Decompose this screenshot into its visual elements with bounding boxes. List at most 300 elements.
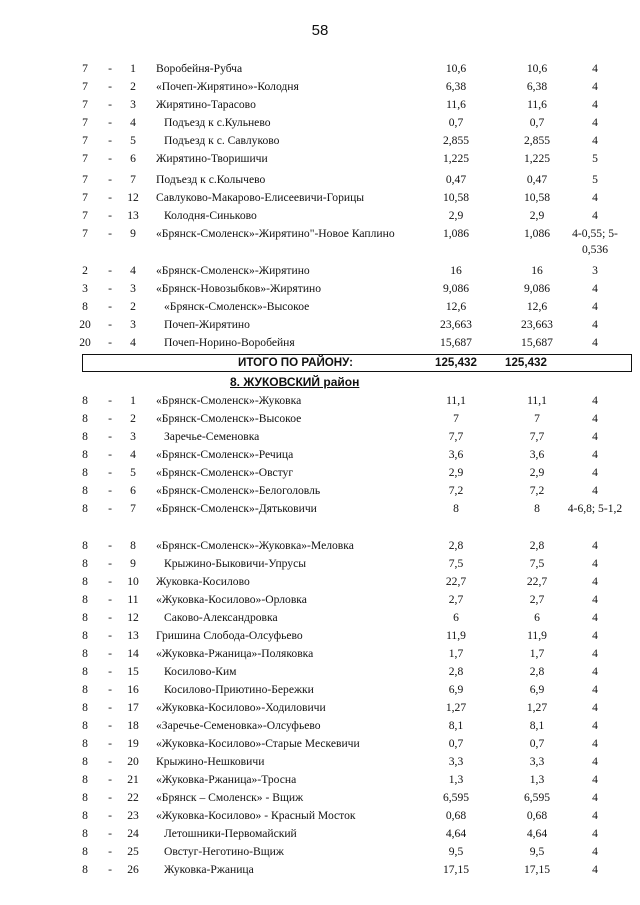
row-dash: - — [108, 173, 112, 186]
length-total: 2,8 — [448, 665, 464, 678]
row-code-b: 5 — [130, 134, 136, 147]
table-row — [70, 171, 640, 189]
row-code-a: 8 — [82, 466, 88, 479]
row-dash: - — [108, 557, 112, 570]
district-heading-text: 8. ЖУКОВСКИЙ район — [230, 375, 360, 389]
row-code-b: 9 — [130, 557, 136, 570]
row-code-b: 4 — [130, 116, 136, 129]
length-total: 3,3 — [448, 755, 464, 768]
length-total: 11,9 — [446, 629, 466, 642]
row-code-a: 8 — [82, 683, 88, 696]
length-value: 8 — [534, 502, 540, 515]
row-code-a: 7 — [82, 116, 88, 129]
table-row — [70, 699, 640, 717]
row-code-a: 8 — [82, 593, 88, 606]
row-dash: - — [108, 863, 112, 876]
road-category: 5 — [592, 173, 598, 186]
row-code-a: 8 — [82, 394, 88, 407]
row-dash: - — [108, 827, 112, 840]
road-category: 4 — [592, 737, 598, 750]
table-row — [70, 392, 640, 410]
road-category: 4 — [592, 394, 598, 407]
road-name: «Заречье-Семеновка»-Олсуфьево — [156, 719, 321, 732]
table-row — [70, 482, 640, 500]
road-category: 4 — [592, 791, 598, 804]
row-code-b: 2 — [130, 412, 136, 425]
road-category: 4 — [592, 809, 598, 822]
table-row — [70, 60, 640, 78]
length-total: 0,7 — [448, 116, 464, 129]
road-name: «Брянск-Смоленск»-Высокое — [164, 300, 310, 313]
table-row — [70, 573, 640, 591]
table-section-top — [70, 60, 640, 352]
row-dash: - — [108, 80, 112, 93]
road-category: 4 — [592, 557, 598, 570]
road-name: «Жуковка-Косилово»-Ходиловичи — [156, 701, 326, 714]
road-name: «Брянск-Смоленск»-Жирятино — [156, 264, 310, 277]
row-dash: - — [108, 701, 112, 714]
length-total: 9,086 — [442, 282, 470, 295]
row-dash: - — [108, 264, 112, 277]
row-dash: - — [108, 629, 112, 642]
table-row — [70, 717, 640, 735]
row-dash: - — [108, 665, 112, 678]
road-name: «Брянск-Смоленск»-Белоголовль — [156, 484, 321, 497]
length-total: 0,68 — [445, 809, 467, 822]
row-dash: - — [108, 62, 112, 75]
row-dash: - — [108, 300, 112, 313]
length-value: 0,7 — [529, 737, 545, 750]
length-total: 17,15 — [442, 863, 470, 876]
row-dash: - — [108, 575, 112, 588]
table-row — [70, 189, 640, 207]
length-value: 1,27 — [526, 701, 548, 714]
row-dash: - — [108, 755, 112, 768]
row-code-b: 17 — [127, 701, 139, 714]
row-code-a: 7 — [82, 62, 88, 75]
length-value: 0,47 — [526, 173, 548, 186]
row-code-b: 1 — [130, 62, 136, 75]
row-code-b: 4 — [130, 336, 136, 349]
row-code-a: 8 — [82, 502, 88, 515]
row-code-b: 11 — [127, 593, 139, 606]
row-dash: - — [108, 98, 112, 111]
row-code-a: 20 — [79, 336, 91, 349]
road-category: 4 — [592, 719, 598, 732]
road-category: 4 — [592, 647, 598, 660]
row-code-b: 23 — [127, 809, 139, 822]
row-dash: - — [108, 430, 112, 443]
length-total: 2,9 — [448, 209, 464, 222]
length-value: 23,663 — [521, 318, 553, 331]
row-code-b: 3 — [130, 282, 136, 295]
row-code-b: 21 — [127, 773, 139, 786]
road-name: Жуковка-Косилово — [156, 575, 250, 588]
length-value: 3,6 — [529, 448, 545, 461]
table-row — [70, 609, 640, 627]
row-dash: - — [108, 227, 112, 240]
row-code-b: 12 — [127, 191, 139, 204]
table-row — [70, 132, 640, 150]
road-name: Косилово-Приютино-Бережки — [164, 683, 314, 696]
length-value: 0,68 — [526, 809, 548, 822]
row-code-b: 7 — [130, 502, 136, 515]
row-code-b: 24 — [127, 827, 139, 840]
row-dash: - — [108, 773, 112, 786]
table-row — [70, 627, 640, 645]
length-total: 12,6 — [445, 300, 467, 313]
road-category: 4 — [592, 611, 598, 624]
length-total: 7,7 — [448, 430, 464, 443]
length-value: 22,7 — [526, 575, 548, 588]
road-name: «Брянск-Смоленск»-Дятьковичи — [156, 502, 317, 515]
table-row — [70, 843, 640, 861]
road-name: «Жуковка-Ржаница»-Поляковка — [156, 647, 314, 660]
road-category: 4 — [592, 98, 598, 111]
road-category: 4 — [592, 430, 598, 443]
length-total: 1,27 — [445, 701, 467, 714]
row-code-a: 8 — [82, 755, 88, 768]
row-dash: - — [108, 412, 112, 425]
table-row — [70, 410, 640, 428]
length-value: 1,086 — [523, 227, 551, 240]
road-category: 4 — [592, 80, 598, 93]
row-code-a: 7 — [82, 152, 88, 165]
row-code-a: 2 — [82, 264, 88, 277]
roads-table — [70, 60, 640, 879]
road-category: 4 — [592, 701, 598, 714]
road-category: 3 — [592, 264, 598, 277]
table-row — [70, 280, 640, 298]
row-dash: - — [108, 484, 112, 497]
row-code-b: 8 — [130, 539, 136, 552]
table-row — [70, 464, 640, 482]
row-code-a: 7 — [82, 134, 88, 147]
length-total: 9,5 — [448, 845, 464, 858]
table-row — [70, 753, 640, 771]
row-code-a: 8 — [82, 737, 88, 750]
road-name: «Жуковка-Косилово» - Красный Мосток — [156, 809, 356, 822]
row-code-b: 25 — [127, 845, 139, 858]
road-category: 4 — [592, 755, 598, 768]
table-row — [70, 114, 640, 132]
row-code-a: 8 — [82, 300, 88, 313]
road-name: Колодня-Синьково — [164, 209, 257, 222]
length-total: 2,855 — [442, 134, 470, 147]
road-name: «Брянск-Смоленск»-Жуковка — [156, 394, 302, 407]
row-code-a: 8 — [82, 611, 88, 624]
row-dash: - — [108, 116, 112, 129]
length-total: 1,3 — [448, 773, 464, 786]
road-name: Подъезд к с.Кульнево — [164, 116, 271, 129]
length-total: 11,6 — [446, 98, 466, 111]
row-dash: - — [108, 647, 112, 660]
length-value: 2,8 — [529, 539, 545, 552]
road-category: 4 — [592, 575, 598, 588]
length-value: 7 — [534, 412, 540, 425]
length-value: 2,7 — [529, 593, 545, 606]
row-code-a: 8 — [82, 665, 88, 678]
row-code-a: 7 — [82, 173, 88, 186]
length-value: 2,9 — [529, 466, 545, 479]
district-total-row — [82, 354, 632, 372]
row-code-a: 8 — [82, 647, 88, 660]
length-total: 7 — [453, 412, 459, 425]
road-category: 4-0,55; 5-0,536 — [572, 227, 618, 256]
table-row — [70, 262, 640, 280]
length-total: 7,5 — [448, 557, 464, 570]
row-code-b: 19 — [127, 737, 139, 750]
road-name: «Жуковка-Косилово»-Орловка — [156, 593, 307, 606]
road-name: «Брянск-Смоленск»-Речица — [156, 448, 294, 461]
table-row — [70, 298, 640, 316]
length-value: 3,3 — [529, 755, 545, 768]
length-value: 6,38 — [526, 80, 548, 93]
road-category: 5 — [592, 152, 598, 165]
length-value: 10,58 — [523, 191, 551, 204]
length-total: 1,225 — [442, 152, 470, 165]
road-name: «Брянск – Смоленск» - Вщиж — [156, 791, 304, 804]
length-total: 0,7 — [448, 737, 464, 750]
row-code-b: 4 — [130, 448, 136, 461]
road-name: «Брянск-Новозыбков»-Жирятино — [156, 282, 322, 295]
road-category: 4 — [592, 134, 598, 147]
road-name: Воробейня-Рубча — [156, 62, 243, 75]
road-category: 4 — [592, 62, 598, 75]
table-row — [70, 735, 640, 753]
road-name: «Брянск-Смоленск»-Жуковка»-Меловка — [156, 539, 354, 552]
table-row — [70, 428, 640, 446]
table-row — [70, 789, 640, 807]
row-code-b: 3 — [130, 318, 136, 331]
row-code-a: 8 — [82, 845, 88, 858]
row-code-a: 8 — [82, 701, 88, 714]
row-code-a: 8 — [82, 430, 88, 443]
length-total: 6,38 — [445, 80, 467, 93]
row-code-a: 8 — [82, 539, 88, 552]
road-name: Подъезд к с. Савлуково — [164, 134, 280, 147]
row-code-b: 18 — [127, 719, 139, 732]
row-dash: - — [108, 791, 112, 804]
road-category: 4 — [592, 863, 598, 876]
road-name: «Жуковка-Косилово»-Старые Мескевичи — [156, 737, 360, 750]
length-value: 6,9 — [529, 683, 545, 696]
table-row — [70, 861, 640, 879]
road-category: 4 — [592, 300, 598, 313]
row-code-b: 16 — [127, 683, 139, 696]
road-category: 4 — [592, 683, 598, 696]
row-code-a: 8 — [82, 412, 88, 425]
road-name: Крыжино-Нешковичи — [156, 755, 265, 768]
road-category: 4 — [592, 665, 598, 678]
row-code-a: 8 — [82, 827, 88, 840]
road-name: Овстуг-Неготино-Вщиж — [164, 845, 284, 858]
row-code-b: 22 — [127, 791, 139, 804]
row-code-a: 8 — [82, 791, 88, 804]
row-code-a: 8 — [82, 773, 88, 786]
road-name: «Брянск-Смоленск»-Жирятино"-Новое Каплино — [156, 227, 395, 240]
row-dash: - — [108, 394, 112, 407]
table-row — [70, 500, 640, 534]
road-name: Косилово-Ким — [164, 665, 237, 678]
road-name: Саково-Александровка — [164, 611, 278, 624]
length-total: 6,9 — [448, 683, 464, 696]
row-dash: - — [108, 611, 112, 624]
table-row — [70, 645, 640, 663]
row-dash: - — [108, 282, 112, 295]
row-code-a: 8 — [82, 448, 88, 461]
length-value: 15,687 — [521, 336, 553, 349]
road-name: Подъезд к с.Колычево — [156, 173, 266, 186]
road-name: Гришина Слобода-Олсуфьево — [156, 629, 303, 642]
row-dash: - — [108, 539, 112, 552]
road-name: «Брянск-Смоленск»-Овстуг — [156, 466, 294, 479]
road-name: Жирятино-Творишичи — [156, 152, 268, 165]
road-name: Почеп-Норино-Воробейня — [164, 336, 295, 349]
length-value: 12,6 — [526, 300, 548, 313]
table-row — [70, 334, 640, 352]
row-code-a: 8 — [82, 863, 88, 876]
length-total: 0,47 — [445, 173, 467, 186]
length-total: 23,663 — [440, 318, 472, 331]
row-code-b: 13 — [127, 629, 139, 642]
length-value: 4,64 — [526, 827, 548, 840]
table-row — [70, 316, 640, 334]
length-total: 22,7 — [445, 575, 467, 588]
table-row — [70, 225, 640, 259]
length-value: 11,9 — [527, 629, 547, 642]
row-code-b: 1 — [130, 394, 136, 407]
row-dash: - — [108, 448, 112, 461]
road-name: Почеп-Жирятино — [164, 318, 250, 331]
length-total: 2,9 — [448, 466, 464, 479]
row-code-a: 20 — [79, 318, 91, 331]
row-dash: - — [108, 191, 112, 204]
length-total: 1,7 — [448, 647, 464, 660]
row-code-b: 3 — [130, 98, 136, 111]
row-code-b: 13 — [127, 209, 139, 222]
row-code-a: 3 — [82, 282, 88, 295]
row-dash: - — [108, 336, 112, 349]
table-row — [70, 807, 640, 825]
length-value: 9,086 — [523, 282, 551, 295]
road-category: 4 — [592, 845, 598, 858]
row-code-a: 7 — [82, 80, 88, 93]
length-total: 3,6 — [448, 448, 464, 461]
row-code-a: 7 — [82, 209, 88, 222]
length-total: 10,6 — [445, 62, 467, 75]
road-name: «Брянск-Смоленск»-Высокое — [156, 412, 302, 425]
table-row — [70, 825, 640, 843]
row-code-a: 8 — [82, 557, 88, 570]
length-value: 9,5 — [529, 845, 545, 858]
length-value: 8,1 — [529, 719, 545, 732]
length-value: 10,6 — [526, 62, 548, 75]
road-name: Савлуково-Макарово-Елисеевичи-Горицы — [156, 191, 365, 204]
length-total: 1,086 — [442, 227, 470, 240]
length-value: 11,1 — [527, 394, 547, 407]
row-code-b: 14 — [127, 647, 139, 660]
road-category: 4 — [592, 773, 598, 786]
row-code-b: 4 — [130, 264, 136, 277]
length-value: 6 — [534, 611, 540, 624]
length-value: 7,7 — [529, 430, 545, 443]
row-code-b: 12 — [127, 611, 139, 624]
length-value: 16 — [531, 264, 543, 277]
road-category: 4 — [592, 209, 598, 222]
length-value: 1,225 — [523, 152, 551, 165]
length-value: 7,2 — [529, 484, 545, 497]
table-section-bottom — [70, 392, 640, 879]
row-code-a: 7 — [82, 191, 88, 204]
row-code-b: 15 — [127, 665, 139, 678]
road-name: Жирятино-Тарасово — [156, 98, 256, 111]
length-total: 2,7 — [448, 593, 464, 606]
length-total: 15,687 — [440, 336, 472, 349]
road-name: Летошники-Первомайский — [164, 827, 297, 840]
row-code-b: 6 — [130, 484, 136, 497]
road-name: «Жуковка-Ржаница»-Тросна — [156, 773, 297, 786]
row-dash: - — [108, 737, 112, 750]
length-total: 6 — [453, 611, 459, 624]
road-category: 4 — [592, 448, 598, 461]
row-code-a: 8 — [82, 575, 88, 588]
length-value: 1,3 — [529, 773, 545, 786]
road-name: «Почеп-Жирятино»-Колодня — [156, 80, 299, 93]
row-dash: - — [108, 683, 112, 696]
table-row — [70, 663, 640, 681]
row-code-b: 2 — [130, 80, 136, 93]
row-dash: - — [108, 318, 112, 331]
row-dash: - — [108, 719, 112, 732]
row-dash: - — [108, 134, 112, 147]
table-row — [70, 207, 640, 225]
road-category: 4 — [592, 827, 598, 840]
length-value: 17,15 — [523, 863, 551, 876]
road-category: 4 — [592, 593, 598, 606]
total-label: ИТОГО ПО РАЙОНУ: — [238, 356, 353, 369]
road-name: Крыжино-Быковичи-Упрусы — [164, 557, 307, 570]
table-row — [70, 446, 640, 464]
road-category: 4 — [592, 116, 598, 129]
length-total: 4,64 — [445, 827, 467, 840]
row-code-b: 10 — [127, 575, 139, 588]
row-code-b: 3 — [130, 430, 136, 443]
row-code-b: 9 — [130, 227, 136, 240]
row-dash: - — [108, 466, 112, 479]
row-code-b: 2 — [130, 300, 136, 313]
row-dash: - — [108, 809, 112, 822]
row-dash: - — [108, 593, 112, 606]
row-code-b: 7 — [130, 173, 136, 186]
total-value-1: 125,432 — [435, 356, 477, 369]
length-total: 8,1 — [448, 719, 464, 732]
row-code-b: 5 — [130, 466, 136, 479]
length-total: 10,58 — [442, 191, 470, 204]
length-total: 2,8 — [448, 539, 464, 552]
road-category: 4 — [592, 466, 598, 479]
road-category: 4 — [592, 282, 598, 295]
road-category: 4 — [592, 318, 598, 331]
road-category: 4 — [592, 539, 598, 552]
length-value: 6,595 — [523, 791, 551, 804]
length-value: 7,5 — [529, 557, 545, 570]
road-category: 4 — [592, 412, 598, 425]
row-code-b: 6 — [130, 152, 136, 165]
row-dash: - — [108, 845, 112, 858]
length-total: 16 — [450, 264, 462, 277]
row-code-a: 8 — [82, 719, 88, 732]
